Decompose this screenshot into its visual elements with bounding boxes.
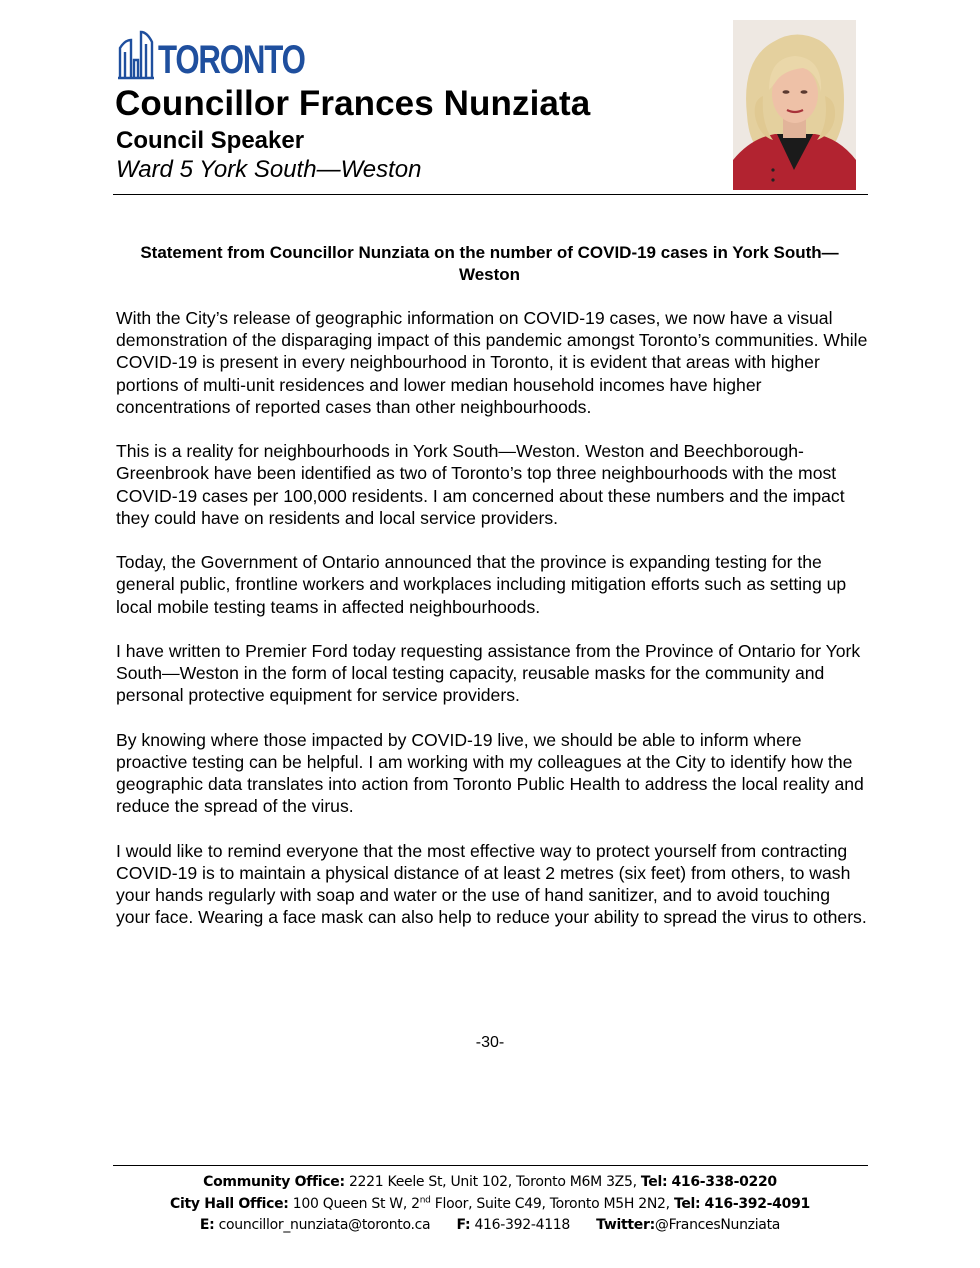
contact-line bbox=[0, 1215, 980, 1237]
ward-name: Ward 5 York South—Weston bbox=[116, 156, 422, 183]
councillor-role: Council Speaker bbox=[116, 127, 305, 154]
statement-title: Statement from Councillor Nunziata on the number of COVID-19 cases in York South—Weston bbox=[140, 243, 839, 284]
paragraph: I would like to remind everyone that the most effective way to protect yourself from contracting COVID-19 is to maintain a physical distance of at least 2 metres (six feet) from others, to wash your hands regularly with soap and water or the use of hand sanitizer, and to avoid touching your face. Wearing a face mask can also help to reduce your ability to spread the virus to others. bbox=[116, 840, 867, 928]
city-hall-tel: 416-392-4091 bbox=[704, 1195, 810, 1212]
community-tel-label: Tel: bbox=[640, 1174, 668, 1190]
statement-body bbox=[116, 307, 868, 951]
footer-divider bbox=[113, 1165, 868, 1166]
city-hall-office-label: City Hall Office: bbox=[170, 1195, 289, 1212]
paragraph: This is a reality for neighbourhoods in York South—Weston. Weston and Beechborough-Greenbrook have been identified as two of Toronto’s top three neighbourhoods with the most COVID-19 cases per 100,000 residents. I am concerned about these numbers and the impact they could have on residents and local service providers. bbox=[116, 441, 845, 528]
paragraph: Today, the Government of Ontario announced that the province is expanding testing for the general public, frontline workers and workplaces including mitigation efforts such as setting up local mobile testing teams in affected neighbourhoods. bbox=[116, 552, 847, 617]
fax-label: F: bbox=[456, 1217, 471, 1233]
twitter-label: Twitter: bbox=[596, 1217, 655, 1233]
closing-mark: -30- bbox=[475, 1034, 505, 1051]
contact-footer bbox=[0, 1172, 980, 1237]
email-label: E: bbox=[199, 1217, 215, 1233]
community-office-address: 2221 Keele St, Unit 102, Toronto M6M 3Z5, bbox=[348, 1174, 637, 1190]
paragraph: By knowing where those impacted by COVID-19 live, we should be able to inform where proactive testing can be helpful. I am working with my colleagues at the City to identify how the geographic data translates into action from Toronto Public Health to address the local reality and reduce the spread of the virus. bbox=[116, 729, 864, 817]
city-hall-tel-label: Tel: bbox=[673, 1195, 701, 1212]
community-tel: 416-338-0220 bbox=[671, 1174, 777, 1190]
city-hall-address-part2: Floor, Suite C49, Toronto M5H 2N2, bbox=[434, 1195, 670, 1212]
fax-number: 416-392-4118 bbox=[474, 1217, 571, 1233]
paragraph: I have written to Premier Ford today requesting assistance from the Province of Ontario for York South—Weston in the form of local testing capacity, reusable masks for the community and personal protective equipment for service providers. bbox=[116, 641, 861, 706]
logo-wordmark: TORONTO bbox=[158, 38, 305, 82]
city-hall-office-line bbox=[0, 1194, 980, 1216]
city-hall-address-sup: nd bbox=[419, 1194, 431, 1205]
header-divider bbox=[113, 194, 868, 195]
toronto-logo bbox=[117, 28, 346, 80]
councillor-name: Councillor Frances Nunziata bbox=[115, 84, 591, 123]
paragraph: With the City’s release of geographic information on COVID-19 cases, we now have a visual demonstration of the disparaging impact of this pandemic amongst Toronto’s communities. While COVID-19 is present in every neighbourhood in Toronto, it is evident that areas with higher portions of multi-unit residences and lower median household incomes have higher concentrations of reported cases than other neighbourhoods. bbox=[116, 308, 868, 417]
city-hall-address-part1: 100 Queen St W, 2 bbox=[292, 1195, 420, 1212]
community-office-line bbox=[0, 1172, 980, 1194]
twitter-handle[interactable]: @FrancesNunziata bbox=[654, 1217, 781, 1233]
councillor-portrait bbox=[733, 20, 856, 190]
community-office-label: Community Office: bbox=[203, 1174, 345, 1190]
city-hall-icon bbox=[117, 30, 155, 80]
email-address[interactable]: councillor_nunziata@toronto.ca bbox=[218, 1217, 431, 1233]
